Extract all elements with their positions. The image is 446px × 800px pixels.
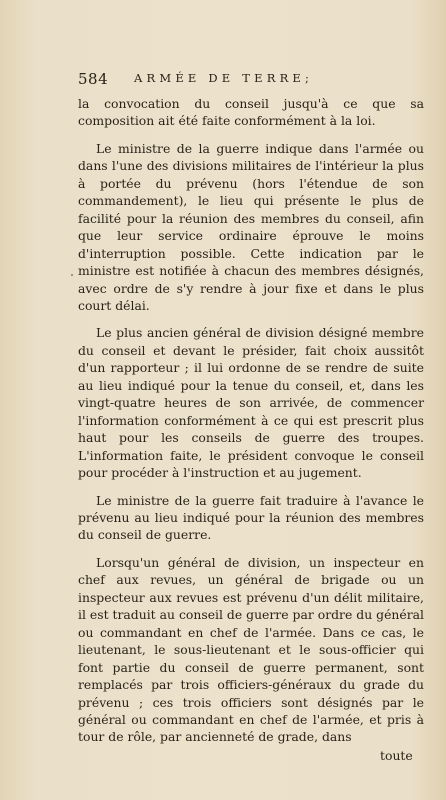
paragraph-2: Le ministre de la guerre indique dans l'armée ou dans l'une des divisions militaires de l'intérieur la plus à portée du prévenu (hors l'étendue de son commandement), le lieu qui présente le plus de facilité pour la réunion des membres du conseil, afin que leur service ordinaire éprouve le moins d'interruption possible. Cette indication par le ministre est notifiée à chacun des membres désignés, avec ordre de s'y rendre à jour fixe et dans le plus court délai. xyxy=(78,140,424,313)
paragraph-4: Le ministre de la guerre fait traduire à l'avance le prévenu au lieu indiqué pour la réunion des membres du conseil de guerre. xyxy=(78,492,424,543)
paragraph-5: Lorsqu'un général de division, un inspecteur en chef aux revues, un général de brigade ou un inspecteur aux revues est prévenu d'un délit militaire, il est traduit au conseil de guerre par ordre du général ou commandant en chef de l'armée. Dans ce cas, le lieutenant, le sous-lieutenant et le sous-officier qui font partie du conseil de guerre permanent, sont remplacés par trois officiers-généraux du grade du prévenu ; ces trois officiers sont désignés par le général ou commandant en chef de l'armée, et pris à tour de rôle, par ancienneté de grade, dans xyxy=(78,554,424,745)
page-header xyxy=(78,70,398,90)
paragraph-3: Le plus ancien général de division désigné membre du conseil et devant le présider, fait choix aussitôt d'un rapporteur ; il lui ordonne de se rendre de suite au lieu indiqué pour la tenue du conseil, et, dans les vingt-quatre heures de son arrivée, de commencer l'information conformément à ce qui est prescrit plus haut pour les conseils de guerre des troupes. L'information faite, le président convoque le conseil pour procéder à l'instruction et au jugement. xyxy=(78,325,424,481)
margin-speck xyxy=(71,274,73,276)
catchword: toute xyxy=(380,748,413,763)
running-head: ARMÉE DE TERRE; xyxy=(134,71,314,85)
body-text xyxy=(78,95,424,756)
paragraph-1: la convocation du conseil jusqu'à ce que sa composition ait été faite conformément à la loi. xyxy=(78,96,424,129)
page-number: 584 xyxy=(78,70,109,88)
